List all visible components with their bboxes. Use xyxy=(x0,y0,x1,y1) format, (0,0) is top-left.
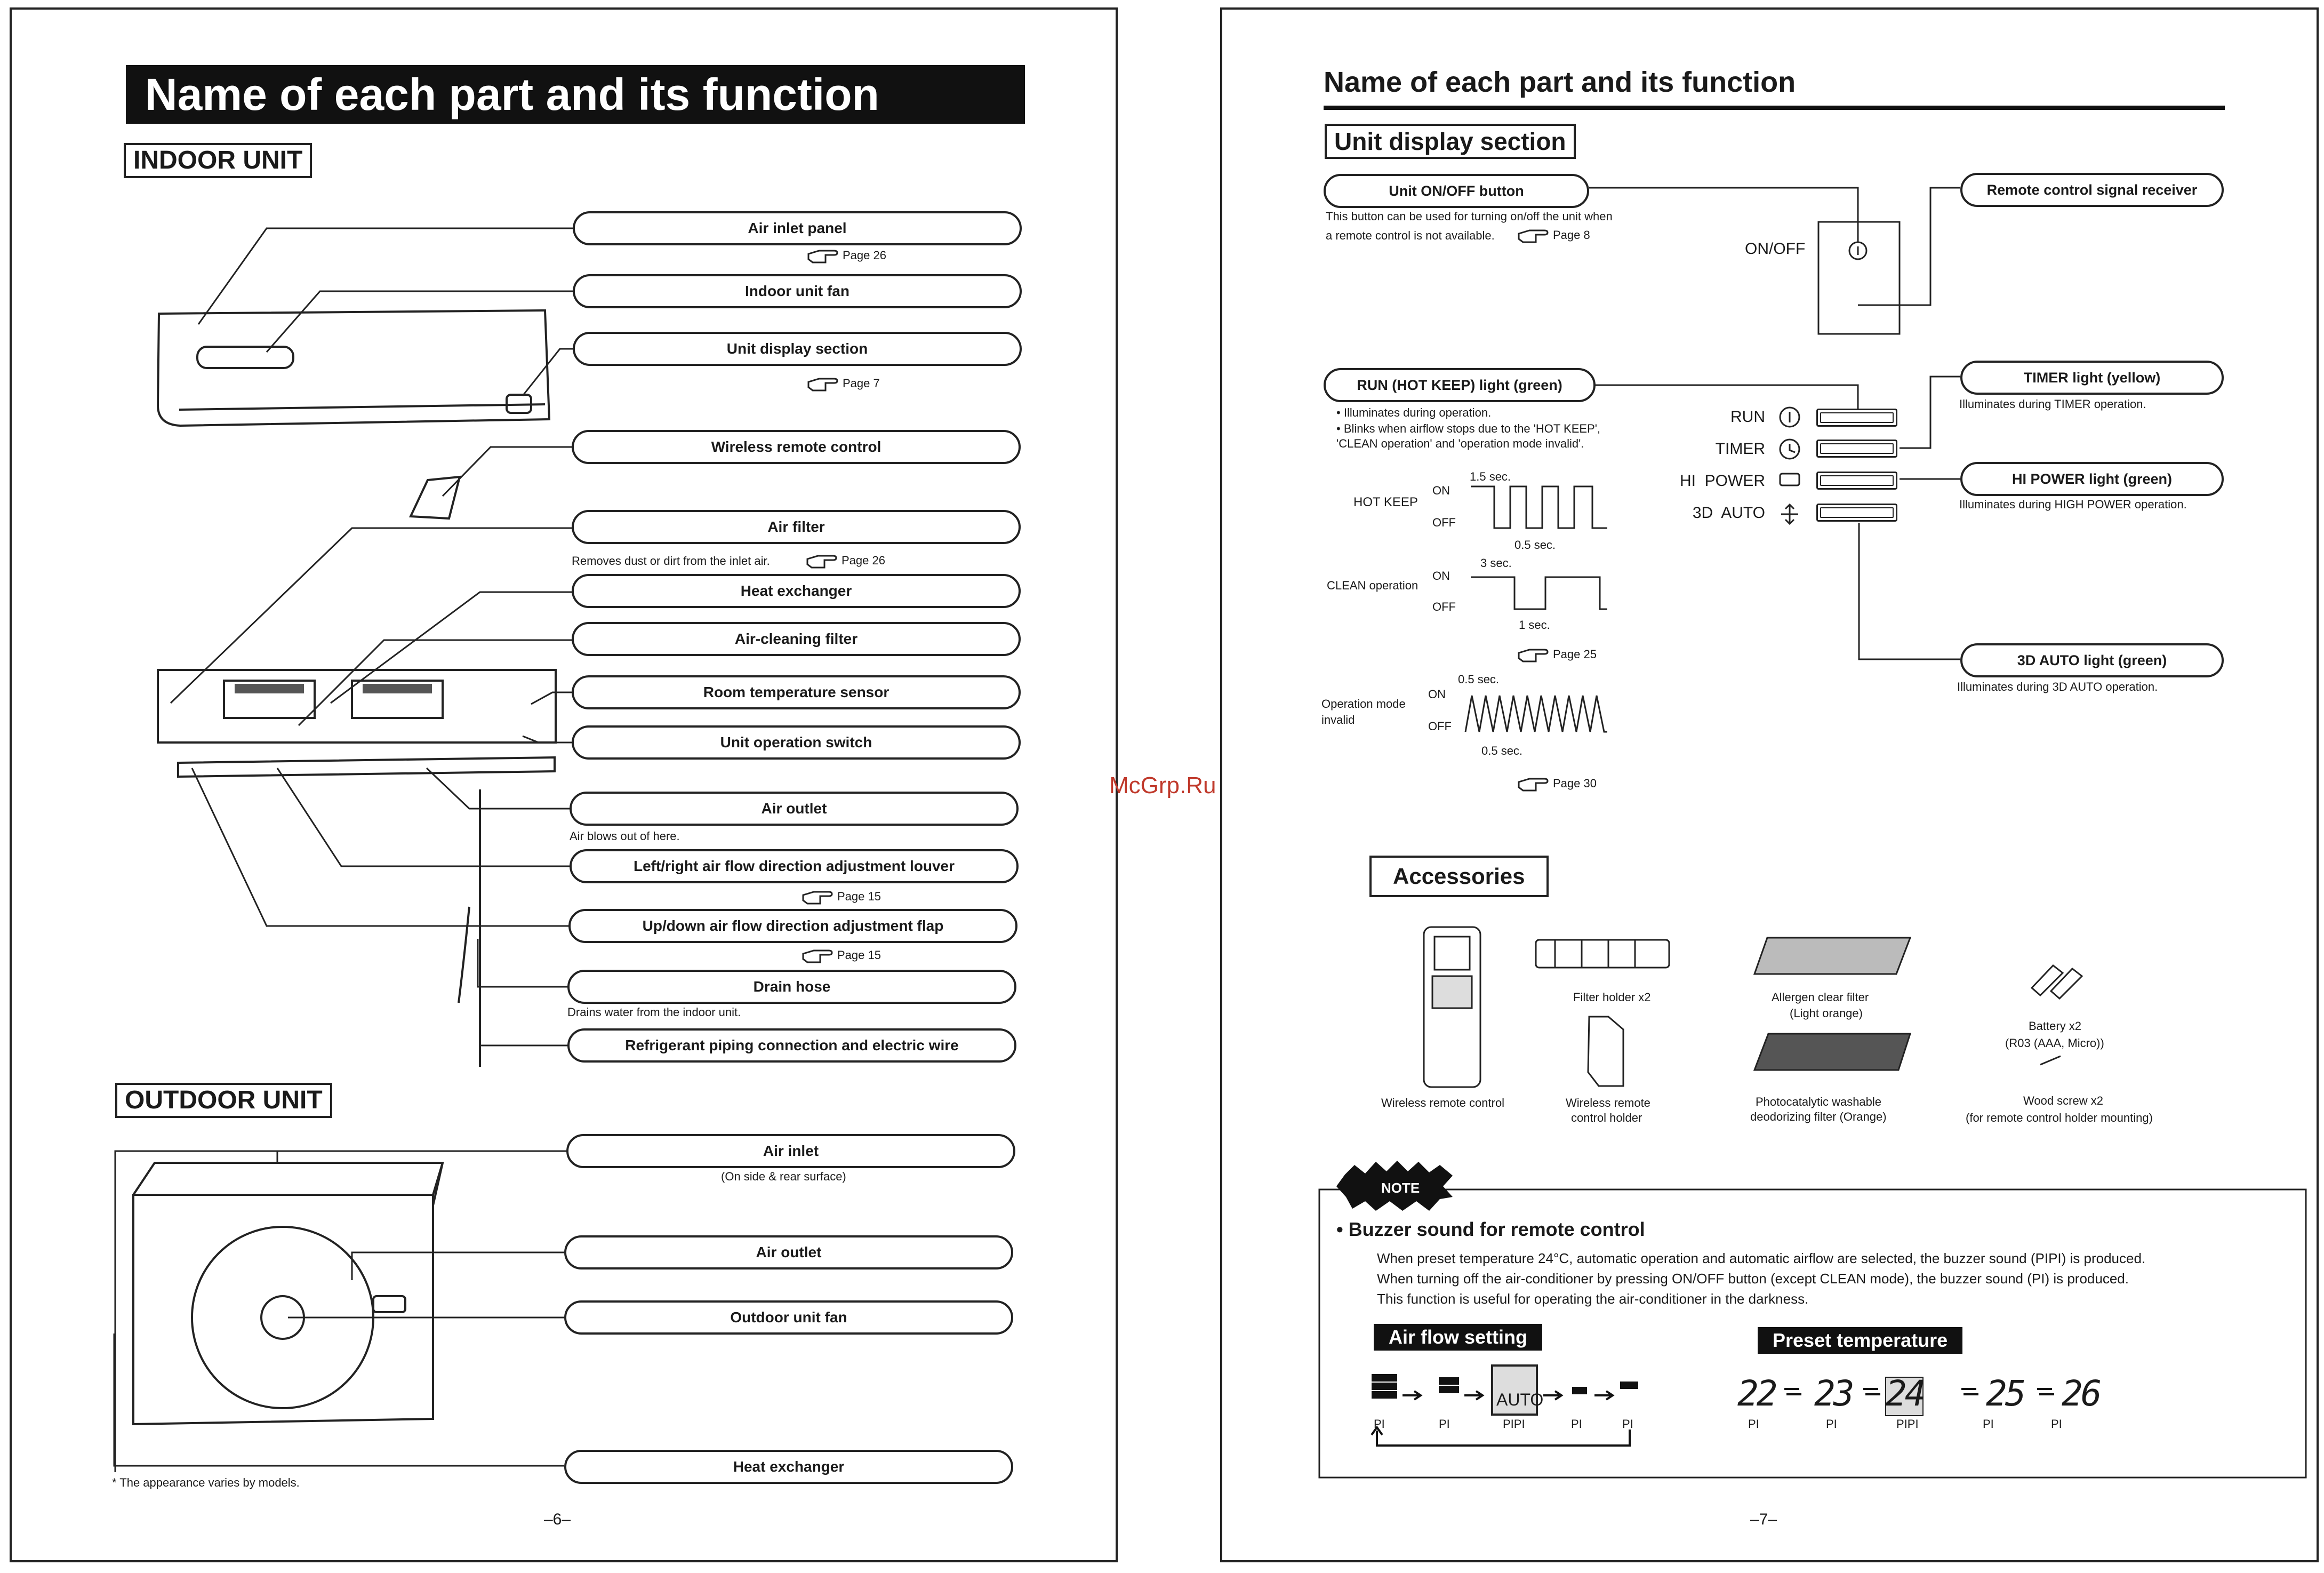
acc-battery-2: (R03 (AAA, Micro)) xyxy=(2005,1036,2104,1050)
label-outdoor-air-inlet: Air inlet xyxy=(566,1134,1015,1168)
3dauto-desc: Illuminates during 3D AUTO operation. xyxy=(1957,680,2158,693)
pageref-invalid: Page 30 xyxy=(1518,774,1597,793)
pointing-hand-icon xyxy=(1518,226,1549,244)
note-air-outlet: Air blows out of here. xyxy=(570,829,680,843)
run-bullet-2: • Blinks when airflow stops due to the 'HOT KEEP', 'CLEAN operation' and 'operation mode invalid'. xyxy=(1336,422,1601,450)
outdoor-unit-heading: OUTDOOR UNIT xyxy=(115,1083,332,1118)
label-unit-onoff-button: Unit ON/OFF button xyxy=(1324,174,1589,208)
note-line-1: When preset temperature 24°C, automatic operation and automatic airflow are selected, the buzzer sound (PIPI) is produced. xyxy=(1377,1250,2146,1266)
label-room-temperature-sensor: Room temperature sensor xyxy=(572,675,1021,709)
airflow-setting-title: Air flow setting xyxy=(1374,1324,1542,1351)
page-number-right: –7– xyxy=(1750,1511,1777,1528)
temp-22: 22 xyxy=(1737,1373,1776,1414)
timing-0-5-sec-c: 0.5 sec. xyxy=(1481,744,1523,757)
acc-battery-1: Battery x2 xyxy=(2029,1019,2082,1033)
label-air-cleaning-filter: Air-cleaning filter xyxy=(572,622,1021,656)
timing-0-5-sec-b: 0.5 sec. xyxy=(1458,673,1500,686)
pointing-hand-icon xyxy=(807,374,838,393)
timing-invalid-2: invalid xyxy=(1321,713,1355,726)
footnote: * The appearance varies by models. xyxy=(112,1476,300,1489)
pointing-hand-icon xyxy=(807,246,838,265)
timing-3-sec: 3 sec. xyxy=(1480,556,1512,570)
label-air-filter: Air filter xyxy=(572,510,1021,544)
airflow-auto-indicator: AUTO xyxy=(1496,1390,1544,1409)
label-timer-light: TIMER light (yellow) xyxy=(1960,361,2224,395)
indoor-unit-heading: INDOOR UNIT xyxy=(124,143,312,178)
light-run-label: RUN xyxy=(1730,408,1765,426)
acc-remote-holder-2: control holder xyxy=(1571,1111,1642,1124)
run-lamp xyxy=(1816,409,1897,427)
timing-off-2: OFF xyxy=(1432,600,1456,613)
acc-filter-holder: Filter holder x2 xyxy=(1573,991,1651,1004)
label-up-down-flap: Up/down air flow direction adjustment flap xyxy=(568,909,1017,943)
onoff-desc-2: a remote control is not available. xyxy=(1326,229,1495,242)
right-page-title: Name of each part and its function xyxy=(1324,66,1796,98)
unit-display-heading: Unit display section xyxy=(1325,124,1576,159)
acc-photo-1: Photocatalytic washable xyxy=(1756,1095,1882,1108)
pointing-hand-icon xyxy=(802,888,833,906)
timing-on-1: ON xyxy=(1432,484,1450,497)
acc-allergen-1: Allergen clear filter xyxy=(1772,991,1869,1004)
temp-sound-2: PI xyxy=(1826,1417,1837,1431)
label-unit-operation-switch: Unit operation switch xyxy=(572,725,1021,760)
label-drain-hose: Drain hose xyxy=(567,970,1016,1004)
label-run-light: RUN (HOT KEEP) light (green) xyxy=(1324,368,1596,402)
timer-desc: Illuminates during TIMER operation. xyxy=(1959,397,2146,411)
temp-sound-3: PIPI xyxy=(1896,1417,1919,1431)
note-line-2: When turning off the air-conditioner by pressing ON/OFF button (except CLEAN mode), the buzzer sound (PI) is produced. xyxy=(1377,1271,2129,1287)
label-unit-display-section: Unit display section xyxy=(573,332,1022,366)
note-drain-hose: Drains water from the indoor unit. xyxy=(567,1005,741,1019)
temp-sound-4: PI xyxy=(1983,1417,1994,1431)
acc-remote-holder-1: Wireless remote xyxy=(1566,1096,1650,1109)
airflow-sound-4: PI xyxy=(1571,1417,1582,1431)
label-indoor-unit-fan: Indoor unit fan xyxy=(573,274,1022,308)
timing-0-5-sec-a: 0.5 sec. xyxy=(1514,538,1556,552)
acc-remote: Wireless remote control xyxy=(1381,1096,1505,1109)
label-hipower-light: HI POWER light (green) xyxy=(1960,462,2224,496)
pageref-air-inlet-panel: Page 26 xyxy=(807,246,886,265)
timing-off-1: OFF xyxy=(1432,516,1456,529)
pageref-air-filter: Page 26 xyxy=(806,552,885,570)
pointing-hand-icon xyxy=(802,946,833,964)
pointing-hand-icon xyxy=(1518,645,1549,664)
pageref-onoff: Page 8 xyxy=(1518,226,1590,244)
temp-sound-1: PI xyxy=(1748,1417,1759,1431)
acc-screw-1: Wood screw x2 xyxy=(2023,1094,2103,1107)
airflow-sound-5: PI xyxy=(1622,1417,1633,1431)
label-outdoor-air-outlet: Air outlet xyxy=(564,1235,1013,1269)
airflow-sound-3: PIPI xyxy=(1503,1417,1525,1431)
label-remote-signal-receiver: Remote control signal receiver xyxy=(1960,173,2224,207)
timing-hot-keep: HOT KEEP xyxy=(1353,495,1418,509)
temp-24: 24 xyxy=(1886,1373,1924,1414)
pointing-hand-icon xyxy=(1518,774,1549,793)
page-number-left: –6– xyxy=(544,1511,571,1528)
note-air-filter: Removes dust or dirt from the inlet air. xyxy=(572,554,770,568)
label-air-inlet-panel: Air inlet panel xyxy=(573,211,1022,245)
onoff-desc-1: This button can be used for turning on/off the unit when xyxy=(1326,210,1613,223)
timing-clean: CLEAN operation xyxy=(1327,579,1419,592)
timing-1-sec: 1 sec. xyxy=(1519,618,1550,632)
timing-1-5-sec: 1.5 sec. xyxy=(1470,470,1511,483)
timing-invalid-1: Operation mode xyxy=(1321,697,1406,710)
run-bullet-1: • Illuminates during operation. xyxy=(1336,406,1492,419)
timing-off-3: OFF xyxy=(1428,720,1452,733)
pageref-unit-display: Page 7 xyxy=(807,374,880,393)
label-refrigerant-piping: Refrigerant piping connection and electric wire xyxy=(567,1028,1016,1063)
acc-photo-2: deodorizing filter (Orange) xyxy=(1750,1110,1887,1123)
airflow-sound-1: PI xyxy=(1374,1417,1385,1431)
pointing-hand-icon xyxy=(806,552,837,570)
note-tag: NOTE xyxy=(1381,1180,1420,1196)
label-heat-exchanger: Heat exchanger xyxy=(572,574,1021,608)
preset-temperature-title: Preset temperature xyxy=(1758,1327,1962,1354)
timer-lamp xyxy=(1816,440,1897,458)
acc-allergen-2: (Light orange) xyxy=(1790,1007,1863,1020)
note-heading: • Buzzer sound for remote control xyxy=(1336,1218,1645,1240)
light-timer-label: TIMER xyxy=(1715,440,1765,458)
hipower-desc: Illuminates during HIGH POWER operation. xyxy=(1959,498,2187,511)
label-air-outlet: Air outlet xyxy=(570,792,1019,826)
temp-26: 26 xyxy=(2062,1373,2100,1414)
temp-23: 23 xyxy=(1814,1373,1853,1414)
temp-25: 25 xyxy=(1986,1373,2024,1414)
airflow-sound-2: PI xyxy=(1439,1417,1450,1431)
acc-screw-2: (for remote control holder mounting) xyxy=(1966,1111,2153,1124)
label-outdoor-heat-exchanger: Heat exchanger xyxy=(564,1450,1013,1484)
accessories-heading: Accessories xyxy=(1369,856,1549,897)
watermark: McGrp.Ru xyxy=(1109,772,1216,799)
timing-on-2: ON xyxy=(1432,569,1450,582)
note-outdoor-air-inlet: (On side & rear surface) xyxy=(721,1170,846,1183)
temp-sound-5: PI xyxy=(2051,1417,2062,1431)
onoff-panel-text: ON/OFF xyxy=(1745,240,1806,258)
label-outdoor-unit-fan: Outdoor unit fan xyxy=(564,1300,1013,1335)
note-line-3: This function is useful for operating the air-conditioner in the darkness. xyxy=(1377,1291,1809,1307)
light-3dauto-label: 3D AUTO xyxy=(1692,504,1765,522)
left-page-title: Name of each part and its function xyxy=(126,65,1025,124)
timing-on-3: ON xyxy=(1428,688,1446,701)
label-left-right-louver: Left/right air flow direction adjustment louver xyxy=(570,849,1019,883)
light-hipower-label: HI POWER xyxy=(1679,472,1765,490)
pageref-clean: Page 25 xyxy=(1518,645,1597,664)
label-wireless-remote-control: Wireless remote control xyxy=(572,430,1021,464)
pageref-flap: Page 15 xyxy=(802,946,881,964)
3dauto-lamp xyxy=(1816,504,1897,522)
hipower-lamp xyxy=(1816,472,1897,490)
pageref-louver: Page 15 xyxy=(802,888,881,906)
label-3dauto-light: 3D AUTO light (green) xyxy=(1960,643,2224,677)
